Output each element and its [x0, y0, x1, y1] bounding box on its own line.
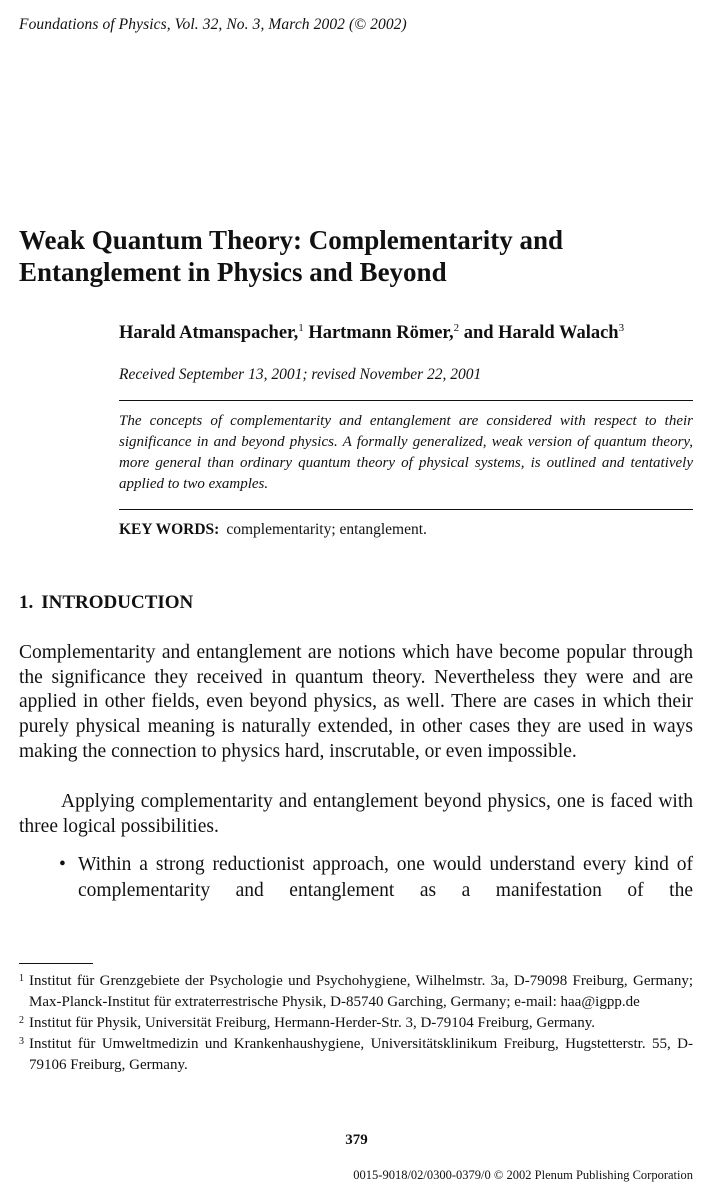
author-affiliation-mark: 1: [298, 322, 304, 334]
bullet-mark: •: [59, 854, 66, 875]
body-paragraph: Complementarity and entanglement are notions which have become popular through the significance they received in quantum theory. Nevertheless they were and are applied in other fields, even beyond physics, as well. There are cases in which their purely physical meaning is naturally extended, in other cases they are used in ways making the connection to physics hard, inscrutable, or even impossible.: [19, 642, 693, 762]
footnote-rule: [19, 963, 93, 964]
footnote: [19, 1034, 693, 1076]
abstract-top-rule: [119, 400, 693, 401]
paper-title: Weak Quantum Theory: Complementarity and Entanglement in Physics and Beyond: [19, 225, 564, 287]
abstract-bottom-rule: [119, 509, 693, 510]
footnote-number: 2: [19, 1015, 24, 1026]
keywords-value: complementarity; entanglement.: [226, 521, 427, 538]
footnote-text: Institut für Grenzgebiete der Psychologie und Psychohygiene, Wilhelmstr. 3a, D-79098 Freiburg, Germany; Max-Planck-Institut für extraterrestrische Physik, D-85740 Garching, Germany; e-mail: haa@igpp.de: [29, 973, 693, 1010]
body-paragraph: Applying complementarity and entanglement beyond physics, one is faced with three logical possibilities.: [19, 791, 693, 837]
publisher-imprint: 0015-9018/02/0300-0379/0 © 2002 Plenum Publishing Corporation: [353, 1168, 693, 1182]
abstract: The concepts of complementarity and entanglement are considered with respect to their significance in and beyond physics. A formally generalized, weak version of quantum theory, more general than ordinary quantum theory of physical systems, is outlined and tentatively applied to two examples.: [119, 413, 693, 492]
footnote-text: Institut für Umweltmedizin und Krankenhaushygiene, Universitätsklinikum Freiburg, Hugstetterstr. 55, D-79106 Freiburg, Germany.: [29, 1036, 693, 1073]
author-list: [119, 322, 624, 344]
author-affiliation-mark: 2: [453, 322, 460, 334]
author-name: Hartmann Römer,: [308, 323, 454, 343]
section-title: INTRODUCTION: [41, 592, 194, 613]
footnote-number: 1: [19, 973, 24, 984]
keywords: [119, 521, 427, 539]
footnote-text: Institut für Physik, Universität Freiburg, Hermann-Herder-Str. 3, D-79104 Freiburg, Germany.: [29, 1015, 595, 1031]
author-name: and Harald Walach: [463, 323, 619, 343]
footnote: [19, 1013, 693, 1034]
section-number: 1.: [19, 592, 34, 613]
author-affiliation-mark: 3: [618, 322, 625, 334]
footnote-number: 3: [19, 1036, 24, 1047]
keywords-label: KEY WORDS:: [119, 521, 220, 538]
footnote: [19, 971, 693, 1013]
section-heading: [19, 592, 193, 614]
author-name: Harald Atmanspacher,: [119, 323, 299, 343]
journal-citation: Foundations of Physics, Vol. 32, No. 3, March 2002 (© 2002): [19, 16, 407, 33]
footnotes: [19, 971, 693, 1076]
received-dates: Received September 13, 2001; revised November 22, 2001: [119, 366, 482, 383]
bullet-item: Within a strong reductionist approach, one would understand every kind of complementarity and entanglement as a manifestation of the: [78, 854, 693, 901]
page-number: 379: [345, 1132, 368, 1148]
